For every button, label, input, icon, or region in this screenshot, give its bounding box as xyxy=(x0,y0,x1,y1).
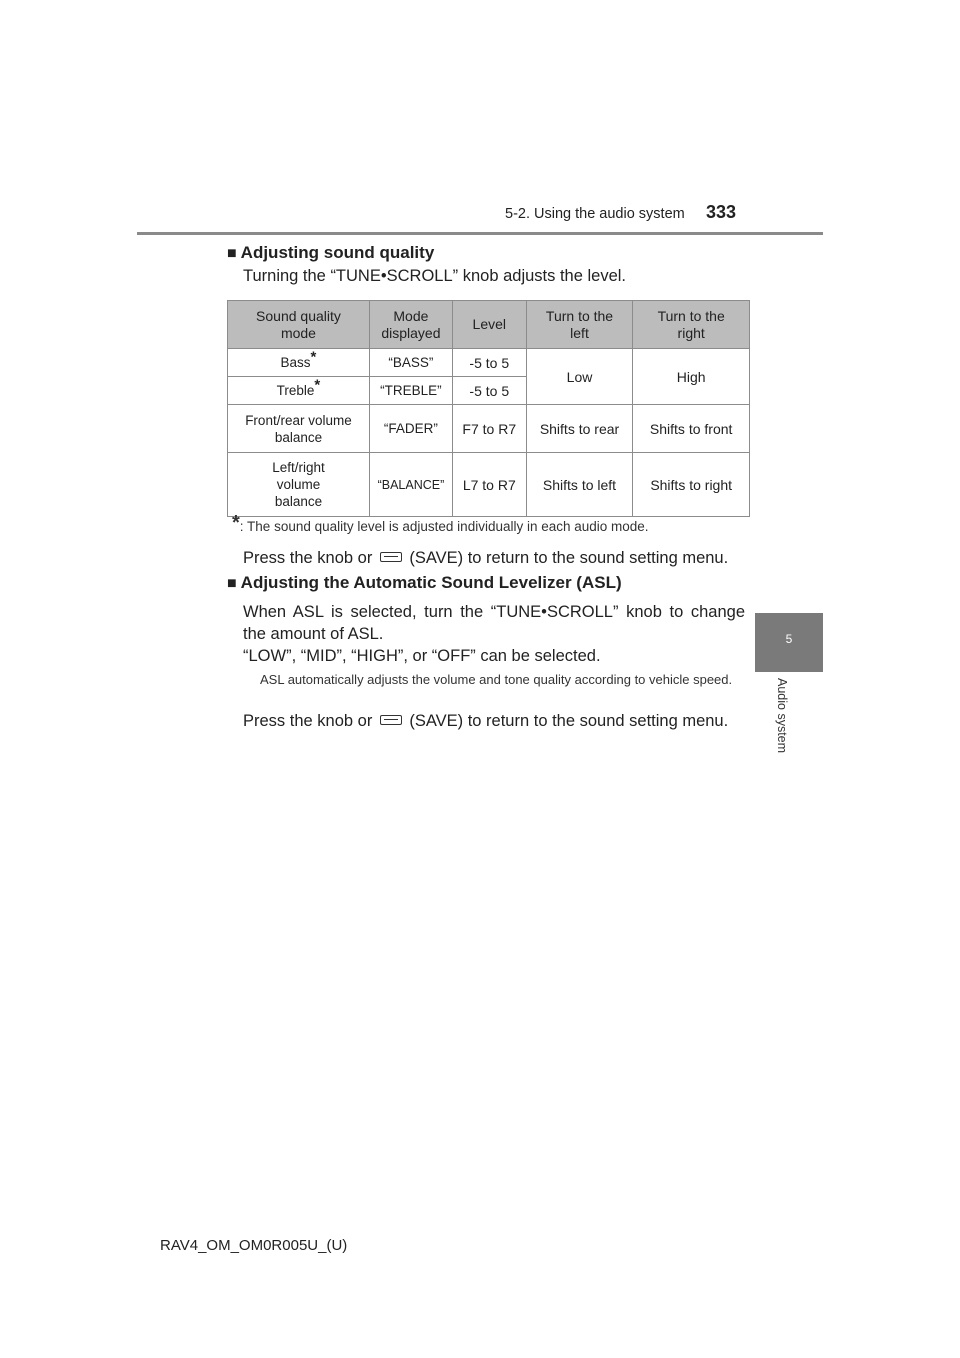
asterisk-marker: * xyxy=(310,348,317,366)
table-cell xyxy=(228,349,370,377)
footnote-marker: * xyxy=(232,512,240,534)
save-instruction-suffix: (SAVE) to return to the sound setting menu. xyxy=(409,712,729,730)
footnote xyxy=(232,512,649,534)
chapter-tab-label-text: Audio system xyxy=(775,678,789,754)
table-cell: Shifts to rear xyxy=(526,405,633,453)
sound-quality-intro: Turning the “TUNE•SCROLL” knob adjusts the level. xyxy=(243,267,626,285)
table-cell xyxy=(228,377,370,405)
table-cell: “BALANCE” xyxy=(369,453,452,517)
table-cell-merged: Low xyxy=(526,349,633,405)
table-cell-text: Treble xyxy=(276,383,315,398)
save-instruction-prefix: Press the knob or xyxy=(243,549,373,567)
asl-paragraph-line2: the amount of ASL. xyxy=(243,625,384,643)
save-instruction-suffix: (SAVE) to return to the sound setting menu. xyxy=(409,549,729,567)
table-header-cell: Turn to the left xyxy=(526,301,633,349)
section-heading-asl xyxy=(227,573,622,593)
asl-paragraph-line1: When ASL is selected, turn the “TUNE•SCROLL” knob to change xyxy=(243,603,745,621)
table-row xyxy=(228,405,750,453)
table-header-cell: Sound quality mode xyxy=(228,301,370,349)
table-cell: Shifts to right xyxy=(633,453,750,517)
table-row xyxy=(228,453,750,517)
asl-options: “LOW”, “MID”, “HIGH”, or “OFF” can be selected. xyxy=(243,647,601,665)
chapter-tab-number: 5 xyxy=(785,632,793,646)
table-cell: Shifts to front xyxy=(633,405,750,453)
table-cell-text: Bass xyxy=(280,355,311,370)
table-cell: “BASS” xyxy=(369,349,452,377)
header-rule xyxy=(137,232,823,235)
save-button-icon xyxy=(380,552,402,562)
asl-note: ASL automatically adjusts the volume and tone quality according to vehicle speed. xyxy=(260,672,733,687)
table-cell: L7 to R7 xyxy=(452,453,526,517)
save-instruction-prefix: Press the knob or xyxy=(243,712,373,730)
section-heading-sound-quality xyxy=(227,243,434,263)
document-code: RAV4_OM_OM0R005U_(U) xyxy=(160,1237,348,1254)
sound-quality-table xyxy=(227,300,750,517)
chapter-tab-label xyxy=(773,678,789,770)
table-cell: F7 to R7 xyxy=(452,405,526,453)
section-heading-text: Adjusting sound quality xyxy=(240,243,435,262)
table-header-cell: Level xyxy=(452,301,526,349)
table-cell: -5 to 5 xyxy=(452,349,526,377)
save-button-icon xyxy=(380,715,402,725)
table-header-cell: Turn to the right xyxy=(633,301,750,349)
table-cell: Front/rear volume balance xyxy=(228,405,370,453)
section-heading-text: Adjusting the Automatic Sound Levelizer (ASL) xyxy=(240,573,622,592)
table-cell: Shifts to left xyxy=(526,453,633,517)
page-number: 333 xyxy=(706,202,737,222)
table-cell: Left/right volume balance xyxy=(228,453,370,517)
header-section-title: 5-2. Using the audio system xyxy=(505,206,685,222)
save-instruction xyxy=(243,547,728,569)
save-instruction xyxy=(243,710,728,732)
asterisk-marker: * xyxy=(314,376,321,394)
table-cell: “TREBLE” xyxy=(369,377,452,405)
table-cell: “FADER” xyxy=(369,405,452,453)
footnote-text: : The sound quality level is adjusted individually in each audio mode. xyxy=(239,519,649,534)
table-cell: -5 to 5 xyxy=(452,377,526,405)
table-cell-merged: High xyxy=(633,349,750,405)
table-row xyxy=(228,349,750,377)
black-square-icon: ■ xyxy=(227,245,237,262)
table-header-row xyxy=(228,301,750,349)
black-square-icon: ■ xyxy=(227,575,237,592)
table-header-cell: Mode displayed xyxy=(369,301,452,349)
